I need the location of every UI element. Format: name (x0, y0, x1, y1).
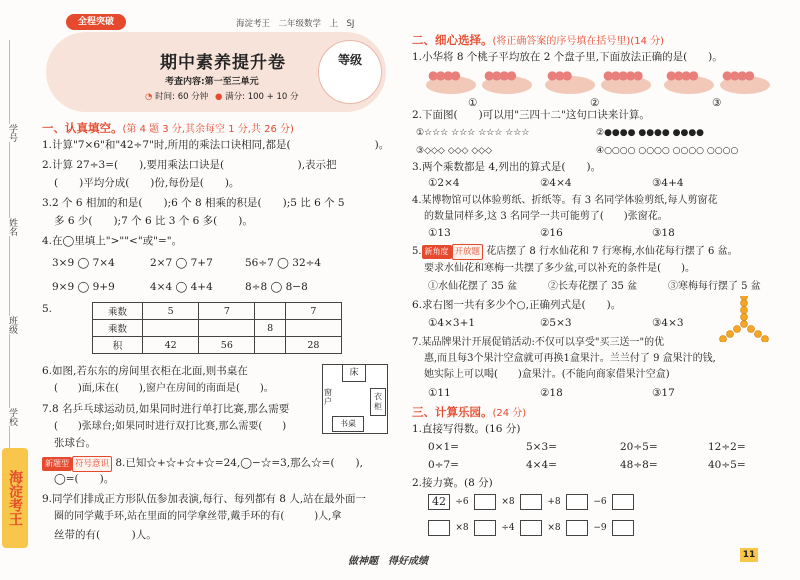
calc-item[interactable]: 48÷8= (620, 459, 658, 471)
table-cell: 5 (143, 303, 199, 320)
field-school: 学校 (7, 408, 17, 426)
relay-box[interactable] (566, 520, 588, 536)
q8 (42, 456, 363, 472)
table-cell: 56 (199, 337, 255, 354)
r2-opt-label[interactable]: ④ (596, 146, 605, 156)
calc-item[interactable]: 0÷7= (428, 459, 459, 471)
field-student-no: 学号 (7, 124, 17, 142)
r5-number: 5. (412, 246, 422, 257)
q4-item: 56÷7 ◯ 32÷4 (245, 257, 322, 269)
r2-diamonds: ◇◇◇ ◇◇◇ ◇◇◇ (424, 146, 493, 156)
brand-tag: 全程突破 (66, 14, 126, 30)
table-cell[interactable]: 7 (199, 303, 255, 320)
time-text: 时间: 60 分钟 (155, 92, 209, 102)
relay-box[interactable] (474, 520, 496, 536)
r2-stars: ☆☆☆ ☆☆☆ ☆☆☆ ☆☆☆ (424, 128, 530, 138)
r2-opt (416, 144, 492, 158)
room-bed: 床 (342, 364, 366, 382)
room-desk: 书桌 (332, 416, 364, 432)
relay-op: −9 (593, 523, 607, 533)
q7-line1: 7.8 名乒乓球运动员,如果同时进行单打比赛,那么需要 (42, 403, 290, 415)
r4-opt[interactable]: ③18 (652, 227, 675, 239)
relay-box[interactable] (520, 520, 542, 536)
figure-circle (741, 314, 748, 321)
q2-line1: 2.计算 27÷3=( ),要用乘法口诀是( ),表示把 (42, 159, 337, 171)
r6: 6.求右图一共有多少个○,正确列式是( )。 (412, 299, 622, 311)
section-3-title: 三、计算乐园。 (412, 405, 493, 419)
relay-op: ×8 (455, 523, 469, 533)
sidebar-rule (9, 40, 10, 450)
calc-item[interactable]: 4×4= (526, 459, 557, 471)
relay-box[interactable] (428, 520, 450, 536)
new-angle-badge: 新角度 (422, 245, 452, 259)
figure-circle (741, 300, 748, 307)
r3-opt[interactable]: ①2×4 (428, 177, 460, 189)
figure-circle (734, 326, 741, 333)
relay-box[interactable] (566, 494, 588, 510)
q8-line2: ◯=( )。 (54, 473, 115, 485)
calc-item[interactable]: 5×3= (526, 441, 557, 453)
clock-icon: ◔ (145, 92, 156, 102)
r2-opt (596, 126, 704, 140)
section-3-note: (24 分) (492, 408, 527, 419)
page-title: 期中素养提升卷 (160, 53, 286, 73)
q3-line2: 多 6 少( );7 个 6 比 3 个 6 多( )。 (54, 215, 253, 227)
peach-icons: ●●●● (428, 68, 458, 82)
figure-circle (755, 331, 762, 338)
r6-opt[interactable]: ①4×3+1 (428, 317, 476, 329)
table-row (93, 320, 342, 337)
figure-circle (727, 331, 734, 338)
r2-dots: ●●●● ●●●● ●●●● (604, 128, 705, 138)
score-icon: ● (215, 92, 226, 102)
table-cell: 8 (255, 320, 285, 337)
section-3-heading (412, 404, 526, 420)
r1-opt[interactable]: ① (468, 97, 478, 109)
relay-op: ÷4 (501, 523, 515, 533)
r4-opt[interactable]: ②16 (540, 227, 563, 239)
r2-opt (416, 126, 529, 140)
r7-line2: 惠,而且每3个果汁空盒就可再换1盒果汁。兰兰付了 9 盒果汁的钱, (424, 353, 716, 364)
figure-circle (720, 336, 727, 343)
new-type-badge: 新题型 (42, 457, 72, 471)
r2: 2.下面图( )可以用"三四十二"这句口诀来计算。 (412, 109, 650, 121)
circle-star-figure (718, 296, 770, 342)
q4-item: 4×4 ◯ 4+4 (150, 281, 213, 293)
room-wardrobe: 衣柜 (370, 388, 386, 416)
center-circle (741, 321, 748, 328)
r5-line2: 要求水仙花和寒梅一共摆了多少盆,可以补充的条件是( )。 (424, 263, 695, 274)
r5-line1 (412, 244, 738, 260)
relay-start: 42 (428, 494, 450, 510)
section-2-note: (将正确答案的序号填在括号里)(14 分) (492, 36, 665, 47)
relay-op: +8 (547, 497, 561, 507)
symbol-sense-tag: 符号意识 (72, 456, 112, 472)
r7-line3: 她实际上可以喝( )盒果汁。(不能向商家借果汁空盒) (424, 369, 670, 380)
q7-line2: ( )张球台;如果同时进行双打比赛,那么需要( ) (54, 421, 287, 432)
table-row (93, 303, 342, 320)
table-cell: 28 (285, 337, 341, 354)
r7-opt[interactable]: ③17 (652, 387, 675, 399)
q1: 1.计算"7×6"和"42÷7"时,所用的乘法口诀相同,都是( )。 (42, 139, 390, 151)
q8-number: 8. (115, 457, 126, 469)
r4-opt[interactable]: ①13 (428, 227, 451, 239)
r1: 1.小华将 8 个桃子平均放在 2 个盘子里,下面放法正确的是( )。 (412, 51, 723, 63)
q6-line1: 6.如图,若东东的房间里衣柜在北面,则书桌在 (42, 365, 248, 377)
table-cell: 积 (93, 337, 143, 354)
q4-item: 2×7 ◯ 7+7 (150, 257, 213, 269)
relay-op: ×8 (501, 497, 515, 507)
r2-opt-label[interactable]: ③ (416, 146, 425, 156)
table-cell: 乘数 (93, 320, 143, 337)
header-info: 海淀考王 二年级数学 上 SJ (236, 19, 355, 29)
relay-box[interactable] (520, 494, 542, 510)
r1-opt[interactable]: ② (590, 97, 600, 109)
relay-box[interactable] (474, 494, 496, 510)
r5-text: 花店摆了 8 行水仙花和 7 行寒梅,水仙花每行摆了 6 盆。 (486, 246, 738, 257)
relay-op: ×8 (547, 523, 561, 533)
table-cell: 乘数 (93, 303, 143, 320)
r2-opt-label[interactable]: ① (416, 128, 425, 138)
r6-opt[interactable]: ②5×3 (540, 317, 572, 329)
q9-line1: 9.同学们排成正方形队伍参加表演,每行、每列都有 8 人,站在最外面一 (42, 493, 367, 505)
time-info (145, 90, 208, 102)
page-number: 11 (740, 548, 758, 562)
r5-opt[interactable]: ③寒梅每行摆了 5 盆 (668, 281, 761, 292)
plate-option-1 (426, 68, 536, 96)
table-cell: 42 (143, 337, 199, 354)
calc-item[interactable]: 20÷5= (620, 441, 658, 453)
table-cell[interactable] (285, 320, 341, 337)
r7-opt[interactable]: ②18 (540, 387, 563, 399)
peach-icons: ●●● (547, 68, 570, 82)
room-window: 窗户 (324, 388, 332, 406)
r2-opt-label[interactable]: ② (596, 128, 605, 138)
q9-line2: 圈的同学戴手环,站在里面的同学拿丝带,戴手环的有( )人,拿 (54, 511, 342, 522)
r3-opt[interactable]: ②4×4 (540, 177, 572, 189)
peach-icons: ●●●● (666, 68, 696, 82)
q4: 4.在◯里填上">""<"或"="。 (42, 235, 183, 247)
figure-circle (741, 296, 748, 300)
section-1-heading (42, 120, 294, 136)
q5-table (92, 302, 342, 354)
calc-item[interactable]: 12÷2= (708, 441, 746, 453)
figure-circle (741, 307, 748, 314)
table-cell[interactable] (255, 303, 285, 320)
r4-line2: 的数量同样多,这 3 名同学一共可能剪了( )张窗花。 (424, 211, 668, 222)
peach-icons: ●●●● (484, 68, 514, 82)
section-1-title: 一、认真填空。 (42, 121, 123, 135)
section-2-heading (412, 32, 664, 48)
q7-line3: 张球台。 (54, 437, 96, 449)
figure-circle (748, 326, 755, 333)
r7-line1: 7.某品牌果汁开展促销活动:不仅可以享受"买三送一"的优 (412, 337, 665, 348)
q4-item: 9×9 ◯ 9+9 (52, 281, 115, 293)
relay-chain-1 (428, 494, 634, 510)
q4-item: 3×9 ◯ 7×4 (52, 257, 115, 269)
r3-opt[interactable]: ③4+4 (652, 177, 684, 189)
q2-line2: ( )平均分成( )份,每份是( )。 (54, 177, 240, 189)
table-row (93, 337, 342, 354)
side-brand-logo: 海淀考王 (2, 448, 28, 548)
r4-line1: 4.某博物馆可以体验剪纸、折纸等。有 3 名同学体验剪纸,每人剪窗花 (412, 195, 718, 206)
q5-number: 5. (42, 303, 53, 315)
q8-text: 已知☆+☆+☆+☆=24,◯−☆=3,那么☆=( ), (125, 457, 363, 469)
q4-item: 8÷8 ◯ 8−8 (245, 281, 308, 293)
peach-icons: ●●●●● (603, 68, 641, 82)
c1: 1.直接写得数。(16 分) (412, 423, 521, 435)
table-cell[interactable] (199, 320, 255, 337)
open-question-tag: 开放题 (452, 244, 484, 260)
exam-scope: 考查内容:第一至三单元 (165, 77, 259, 87)
section-1-note: (第 4 题 3 分,其余每空 1 分,共 26 分) (122, 124, 294, 135)
table-cell: 7 (285, 303, 341, 320)
relay-chain-2 (428, 520, 634, 536)
r5-opt[interactable]: ②长寿花摆了 35 盆 (548, 281, 638, 292)
relay-op: −6 (593, 497, 607, 507)
calc-item[interactable]: 0×1= (428, 441, 459, 453)
table-cell[interactable] (255, 337, 285, 354)
r1-opt[interactable]: ③ (712, 97, 722, 109)
relay-box[interactable] (612, 494, 634, 510)
relay-box[interactable] (612, 520, 634, 536)
figure-circle (762, 336, 769, 343)
relay-op: ÷6 (455, 497, 469, 507)
c2: 2.接力赛。(8 分) (412, 477, 493, 489)
r2-opt (596, 144, 738, 158)
plate-option-3 (664, 68, 774, 96)
table-cell[interactable] (143, 320, 199, 337)
section-2-title: 二、细心选择。 (412, 33, 493, 47)
calc-item[interactable]: 40÷5= (708, 459, 746, 471)
r7-opt[interactable]: ①11 (428, 387, 451, 399)
q6-line2: ( )面,床在( ),窗户在房间的南面是( )。 (54, 383, 274, 394)
r2-circles: ○○○○ ○○○○ ○○○○ ○○○○ (604, 146, 739, 156)
footer-slogan: 做神题 得好成绩 (348, 556, 428, 567)
score-info (215, 90, 298, 102)
q9-line3: 丝带的有( )人。 (54, 529, 157, 541)
peach-icons: ●●●● (722, 68, 752, 82)
field-name: 姓名 (7, 218, 17, 236)
grade-box: 等级 (318, 40, 382, 104)
score-text: 满分: 100 + 10 分 (225, 92, 299, 102)
plate-option-2 (545, 68, 655, 96)
field-class: 班级 (7, 316, 17, 334)
r5-opt[interactable]: ①水仙花摆了 35 盆 (428, 281, 518, 292)
r3: 3.两个乘数都是 4,列出的算式是( )。 (412, 161, 602, 173)
q3-line1: 3.2 个 6 相加的和是( );6 个 8 相乘的积是( );5 比 6 个 5 (42, 197, 345, 209)
r6-opt[interactable]: ③4×3 (652, 317, 684, 329)
